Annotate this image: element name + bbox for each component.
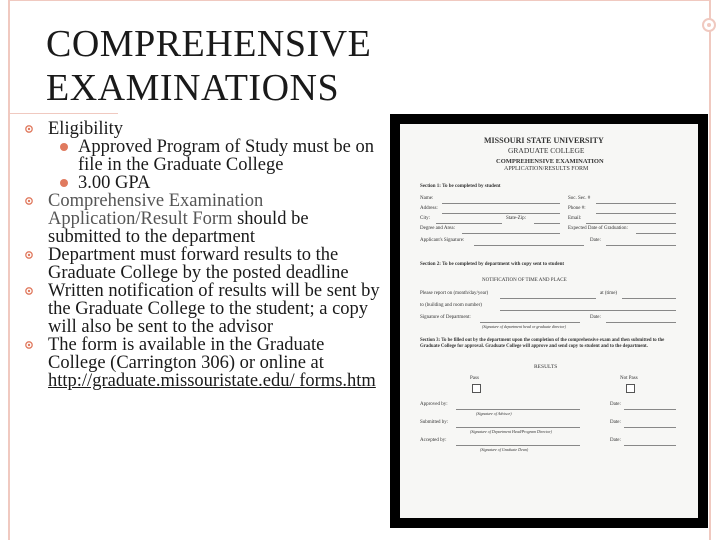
form-line (606, 245, 676, 246)
form-line (534, 223, 560, 224)
form-degree-label: Degree and Area: (420, 226, 455, 231)
form-title-2: APPLICATION/RESULTS FORM (504, 166, 589, 172)
form-notification: NOTIFICATION OF TIME AND PLACE (482, 278, 567, 283)
form-cap-advisor: (Signature of Advisor) (476, 411, 512, 416)
form-report-on-label: Please report on (month/day/year) (420, 291, 489, 296)
bullet-item-eligibility (20, 120, 380, 192)
bullet-text: Eligibility (48, 119, 124, 139)
form-line (596, 213, 676, 214)
dot-icon (60, 179, 68, 187)
sub-bullet-text: Approved Program of Study must be on file in the Graduate College (78, 137, 374, 175)
bullet-icon (24, 286, 34, 296)
form-line (474, 245, 584, 246)
bullet-icon (24, 340, 34, 350)
bullet-list (20, 120, 380, 390)
form-signature-dept-label: Signature of Department: (420, 315, 471, 320)
form-line (456, 445, 580, 446)
form-name-label: Name: (420, 196, 434, 201)
bullet-text: Department must forward results to the Graduate College by the posted deadline (48, 245, 349, 283)
form-line (624, 445, 676, 446)
form-sig-caption: (Signature of department head or graduate director) (482, 324, 566, 329)
form-section-2: Section 2: To be completed by department with copy sent to student (420, 262, 565, 267)
form-line (624, 409, 676, 410)
bullet-item-form (20, 192, 380, 246)
form-state-zip-label: State-Zip: (506, 216, 526, 221)
form-address-label: Address: (420, 206, 438, 211)
form-date-label: Date: (610, 420, 621, 425)
form-title-1: COMPREHENSIVE EXAMINATION (496, 158, 604, 165)
bullet-icon (24, 196, 34, 206)
form-expected-date-label: Expected Date of Graduation: (568, 226, 628, 231)
form-line (606, 322, 676, 323)
sub-bullet-item (48, 138, 380, 174)
form-section-1: Section 1: To be completed by student (420, 184, 501, 189)
form-pass-label: Pass (470, 376, 479, 381)
form-line (500, 310, 676, 311)
form-line (500, 298, 596, 299)
form-city-label: City: (420, 216, 431, 221)
sub-bullet-list (48, 138, 380, 192)
form-email-label: Email: (568, 216, 582, 221)
form-date-label: Date: (590, 315, 601, 320)
slide-title (46, 22, 406, 110)
form-building-label: to (building and room number) (420, 303, 482, 308)
form-cap-dept: (Signature of Department Head/Program Director) (470, 429, 552, 434)
form-line (456, 409, 580, 410)
bullet-item-forward (20, 246, 380, 282)
corner-circle-ornament (702, 18, 716, 32)
bullet-item-available (20, 336, 380, 390)
form-date-label: Date: (610, 438, 621, 443)
form-accepted-by-label: Accepted by: (420, 438, 447, 443)
form-cap-grad: (Signature of Graduate Dean) (480, 447, 529, 452)
form-line (462, 233, 560, 234)
form-line (436, 223, 502, 224)
form-section-3: Section 3: To be filled out by the department upon the completion of the comprehensive exam and then submitted to the Graduate College for approval. Graduate College will approve and send copy to student and to the department. (420, 338, 665, 349)
form-line (596, 203, 676, 204)
slide-title-line-1: COMPREHENSIVE (46, 23, 372, 65)
form-at-time-label: at (time) (600, 291, 618, 296)
form-university: MISSOURI STATE UNIVERSITY (484, 136, 604, 145)
form-date-label: Date: (590, 238, 601, 243)
form-line (636, 233, 676, 234)
form-line (456, 427, 580, 428)
frame-right-line (709, 0, 711, 540)
forms-link[interactable]: http://graduate.missouristate.edu/ forms.htm (48, 371, 376, 391)
bullet-text: The form is available in the Graduate College (Carrington 306) or online at (48, 335, 325, 373)
bullet-text: should be submitted to the department (48, 209, 309, 247)
form-college: GRADUATE COLLEGE (508, 146, 585, 155)
form-line (480, 322, 580, 323)
frame-top-line (8, 0, 710, 1)
form-line (586, 223, 676, 224)
bullet-icon (24, 250, 34, 260)
bullet-text: Written notification of results will be sent by the Graduate College to the student; a copy will also be sent to the advisor (48, 281, 380, 337)
sub-bullet-text: 3.00 GPA (78, 173, 151, 193)
form-pass-checkbox (472, 384, 481, 393)
form-not-pass-checkbox (626, 384, 635, 393)
title-separator (8, 113, 118, 114)
form-applicant-sig-label: Applicant's Signature: (420, 238, 465, 243)
form-line (442, 203, 560, 204)
form-submitted-by-label: Submitted by: (420, 420, 449, 425)
sub-bullet-item (48, 174, 380, 192)
form-line (624, 427, 676, 428)
slide-title-line-2: EXAMINATIONS (46, 67, 340, 109)
bullet-item-notify (20, 282, 380, 336)
frame-left-line (8, 0, 10, 540)
form-soc-sec-label: Soc. Sec. # (568, 196, 591, 201)
bullet-icon (24, 124, 34, 134)
form-line (622, 298, 676, 299)
form-image (400, 124, 698, 518)
form-approved-by-label: Approved by: (420, 402, 448, 407)
form-results: RESULTS (534, 364, 558, 370)
form-line (442, 213, 560, 214)
form-name-text: Comprehensive Examination Application/Result Form (48, 191, 264, 229)
form-phone-label: Phone #: (568, 206, 586, 211)
form-date-label: Date: (610, 402, 621, 407)
dot-icon (60, 143, 68, 151)
form-not-pass-label: Not Pass (620, 376, 638, 381)
